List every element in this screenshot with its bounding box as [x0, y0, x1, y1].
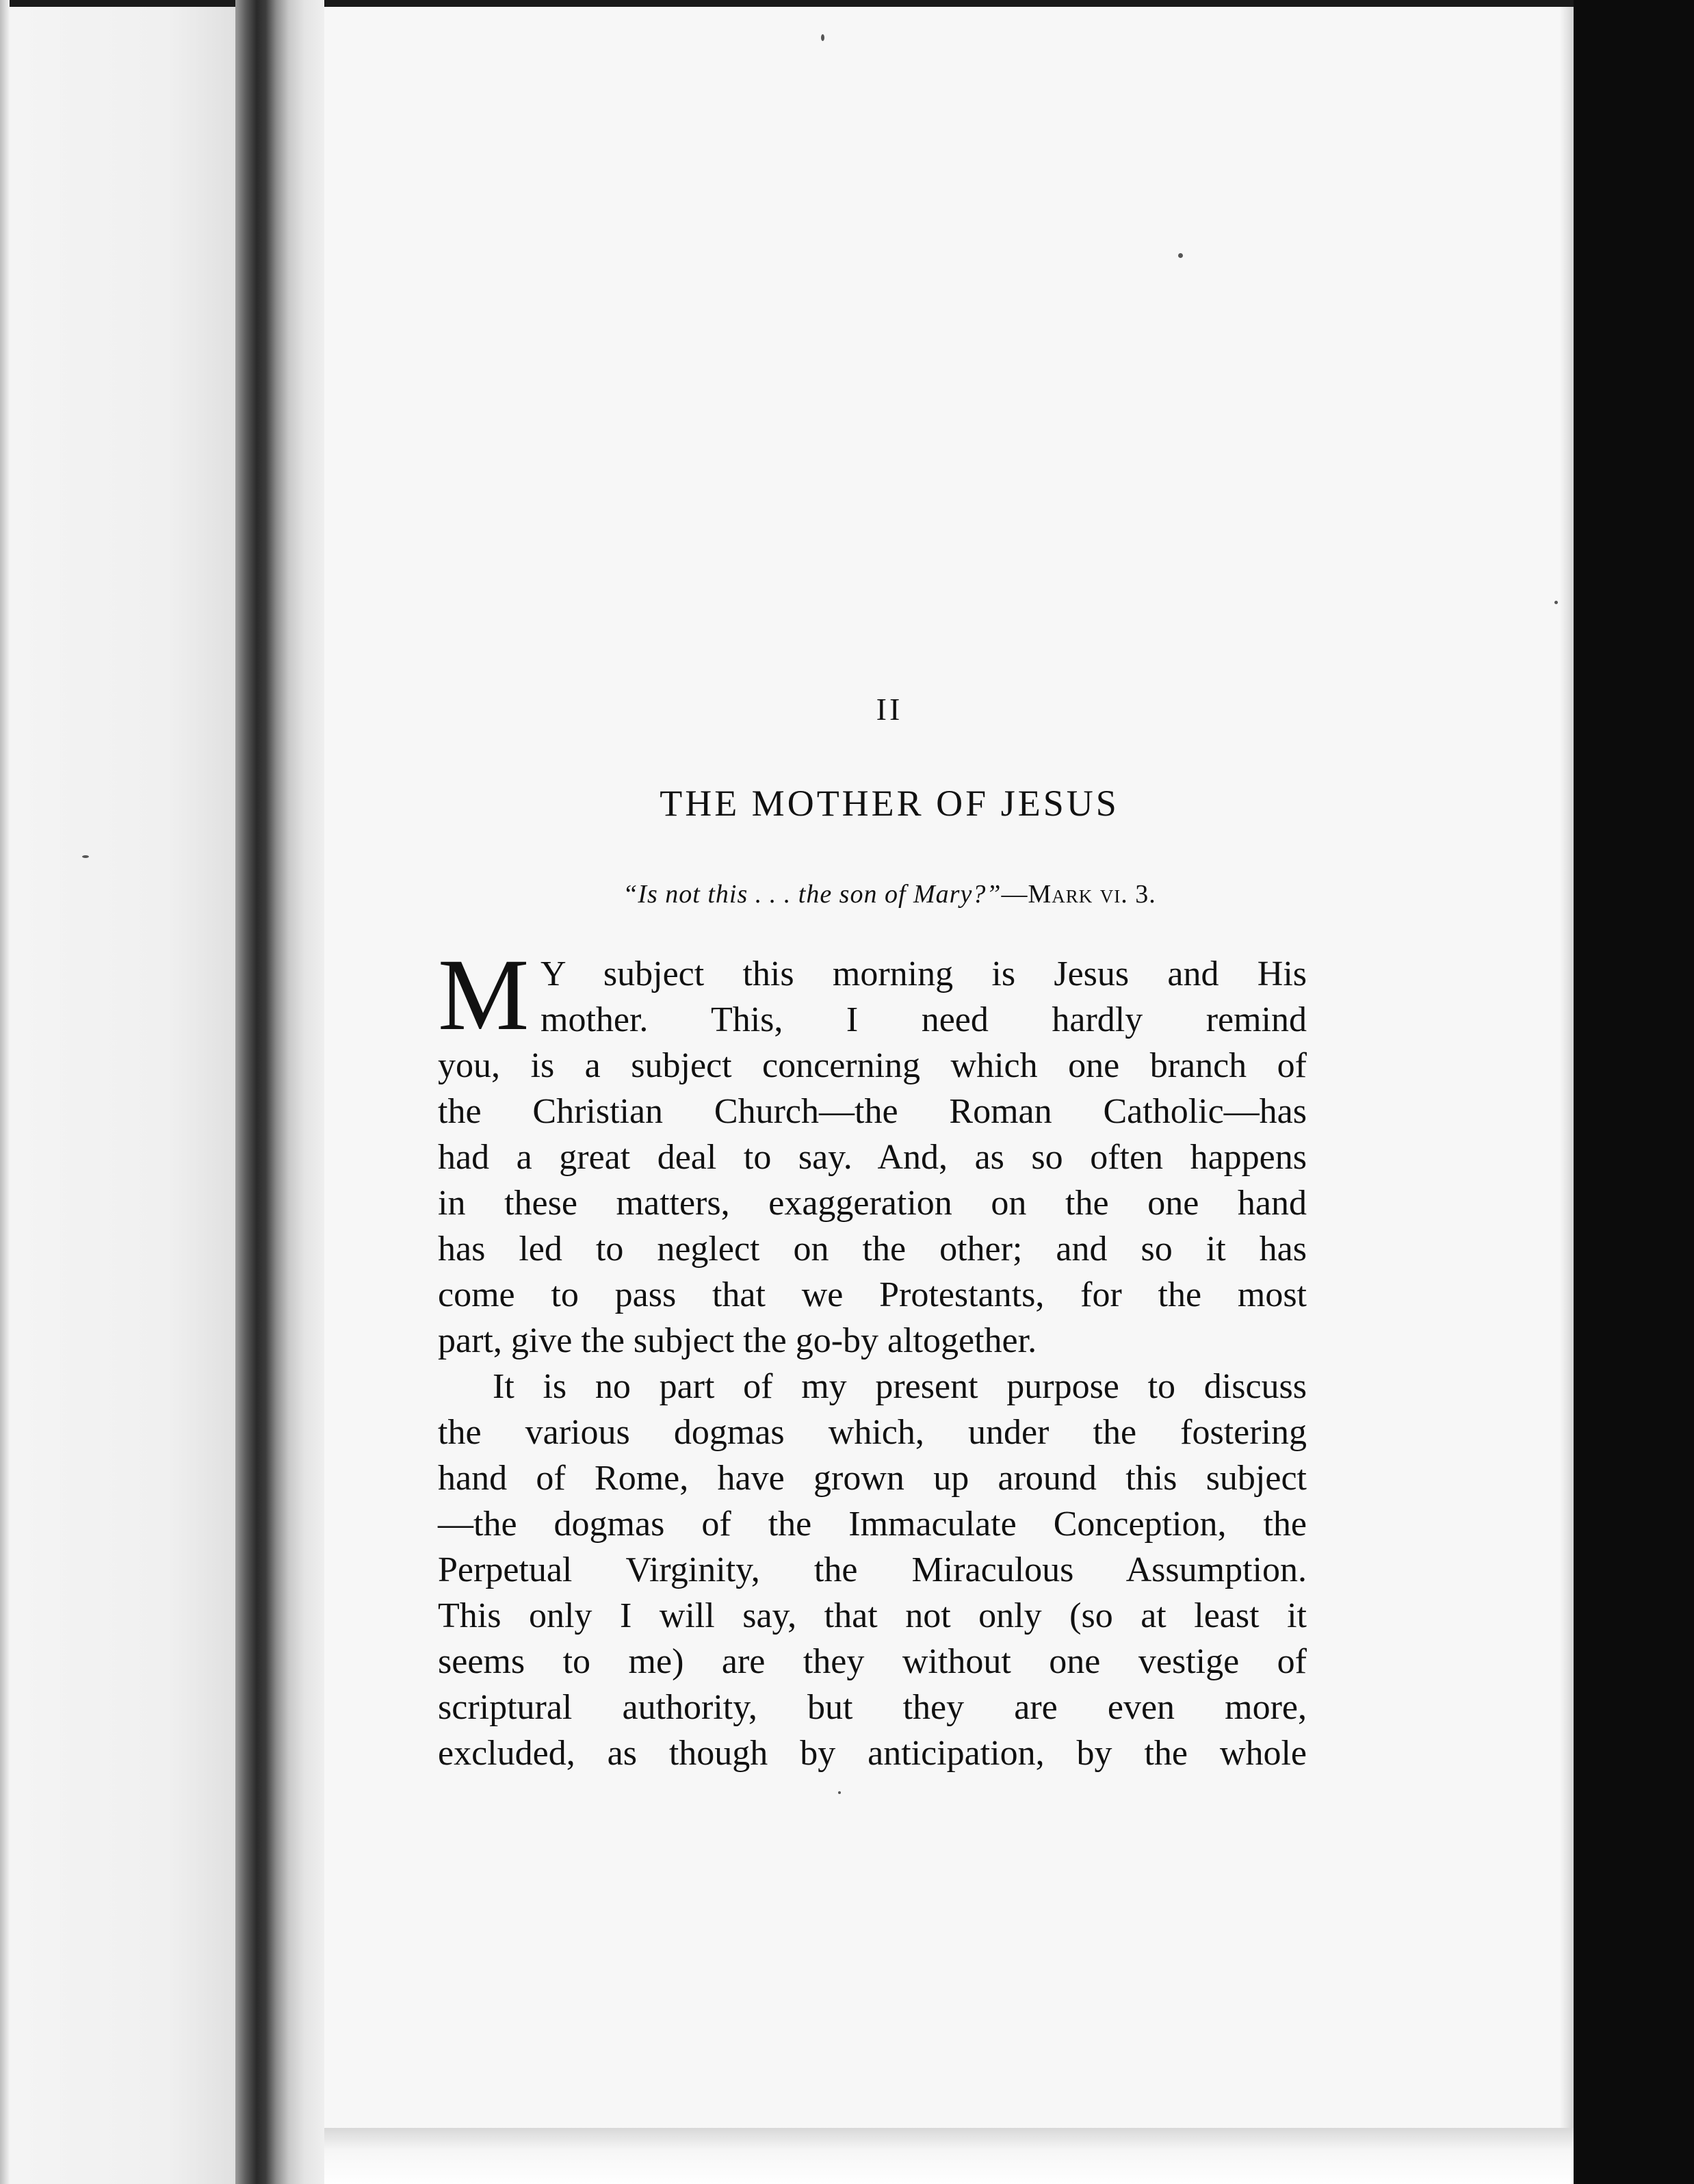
page-right-edge	[1560, 7, 1575, 2128]
text-line: excluded, as though by anticipation, by the whole	[438, 1734, 1307, 1773]
text-line: Y subject this morning is Jesus and His	[540, 954, 1307, 993]
text-line: scriptural authority, but they are even more,	[438, 1688, 1307, 1727]
text-line: has led to neglect on the other; and so it has	[438, 1230, 1307, 1269]
text-line: seems to me) are they without one vestige of	[438, 1642, 1307, 1681]
text-line: mother. This, I need hardly remind	[540, 1000, 1307, 1039]
epigraph-dash: —	[1001, 880, 1028, 909]
text-line: in these matters, exaggeration on the one hand	[438, 1184, 1307, 1223]
text-line: Perpetual Virginity, the Miraculous Assumption.	[438, 1550, 1307, 1589]
body-text	[438, 938, 1307, 1776]
text-line: had a great deal to say. And, as so often happens	[438, 1138, 1307, 1177]
text-line: This only I will say, that not only (so at least it	[438, 1596, 1307, 1635]
facing-page-blank	[10, 7, 235, 2184]
scan-left-edge	[0, 0, 10, 2184]
text-line: the various dogmas which, under the fostering	[438, 1413, 1307, 1452]
text-line: hand of Rome, have grown up around this subject	[438, 1459, 1307, 1498]
text-line: part, give the subject the go-by altogether.	[438, 1321, 1037, 1360]
text-line: It is no part of my present purpose to discuss	[493, 1367, 1307, 1406]
chapter-title: THE MOTHER OF JESUS	[660, 783, 1119, 824]
page-bottom-edge	[324, 2128, 1574, 2184]
epigraph	[479, 879, 1300, 909]
epigraph-source: Mark vi. 3.	[1028, 880, 1156, 909]
epigraph-quote: “Is not this . . . the son of Mary?”	[623, 880, 1002, 909]
text-line: come to pass that we Protestants, for the most	[438, 1275, 1307, 1314]
text-line: you, is a subject concerning which one branch of	[438, 1046, 1307, 1085]
scan-right-border	[1574, 0, 1694, 2184]
text-line: the Christian Church—the Roman Catholic—has	[438, 1092, 1307, 1131]
chapter-number: II	[876, 692, 903, 727]
book-gutter-shadow	[235, 0, 324, 2184]
drop-cap: M	[438, 938, 530, 1052]
text-line: —the dogmas of the Immaculate Conception, the	[438, 1505, 1307, 1544]
